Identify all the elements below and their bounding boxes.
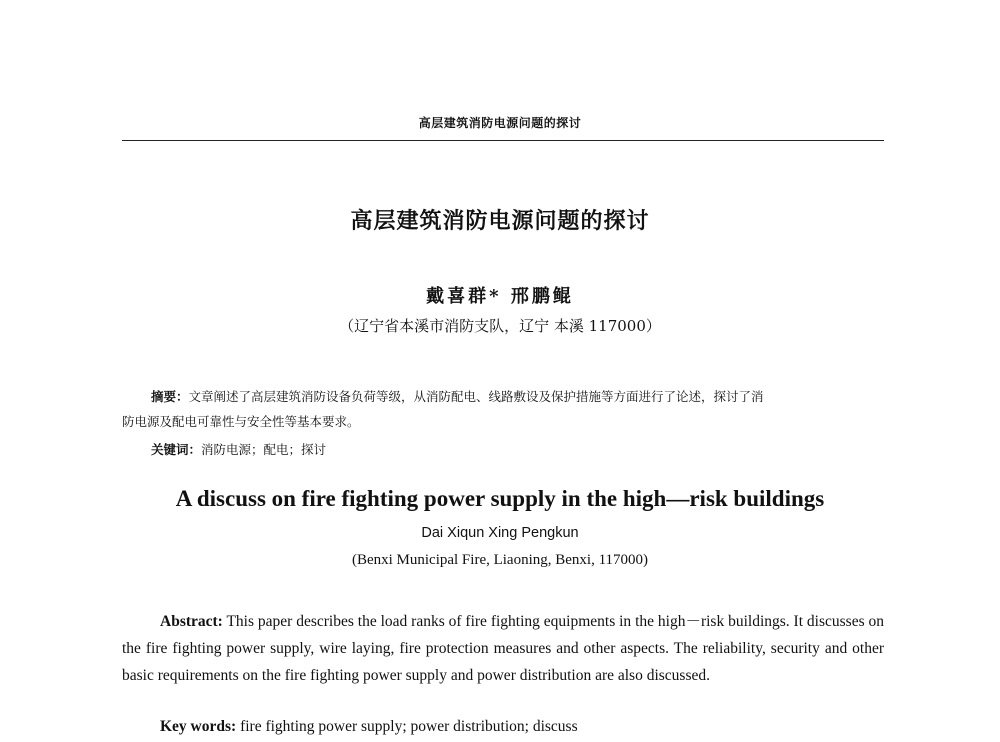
authors-chinese: 戴喜群* 邢鹏鲲	[426, 286, 574, 307]
abstract-chinese-label: 摘要：	[151, 389, 189, 404]
abstract-english-label: Abstract:	[160, 613, 223, 630]
running-header: 高层建筑消防电源问题的探讨	[418, 116, 582, 130]
keywords-english	[160, 718, 578, 736]
abstract-english-text: This paper describes the load ranks of fire fighting equipments in the high－risk buildings. It discusses on the fire fighting power supply, wire laying, fire protection measures and other aspects. The reliability, security and other basic requirements on the fire fighting power supply and power distribution are also discussed.	[122, 613, 884, 684]
keywords-chinese-label: 关键词：	[151, 442, 202, 457]
abstract-chinese	[122, 384, 884, 434]
keywords-chinese	[151, 440, 326, 458]
abstract-chinese-line1: 文章阐述了高层建筑消防设备负荷等级，从消防配电、线路敷设及保护措施等方面进行了论述，探讨了消	[188, 389, 764, 404]
keywords-english-label: Key words:	[160, 718, 237, 735]
page-title-chinese: 高层建筑消防电源问题的探讨	[350, 209, 650, 234]
abstract-chinese-line2: 防电源及配电可靠性与安全性等基本要求。	[122, 414, 360, 429]
header-rule	[122, 140, 884, 141]
page-title-english: A discuss on fire fighting power supply in the high—risk buildings	[175, 486, 825, 511]
affiliation-english: (Benxi Municipal Fire, Liaoning, Benxi, 117000)	[351, 552, 649, 568]
keywords-chinese-text: 消防电源；配电；探讨	[201, 442, 327, 457]
keywords-english-text: fire fighting power supply; power distribution; discuss	[240, 718, 578, 735]
abstract-english	[122, 608, 884, 689]
affiliation-chinese: （辽宁省本溪市消防支队，辽宁 本溪 117000）	[339, 317, 661, 335]
authors-english: Dai Xiqun Xing Pengkun	[421, 525, 579, 541]
